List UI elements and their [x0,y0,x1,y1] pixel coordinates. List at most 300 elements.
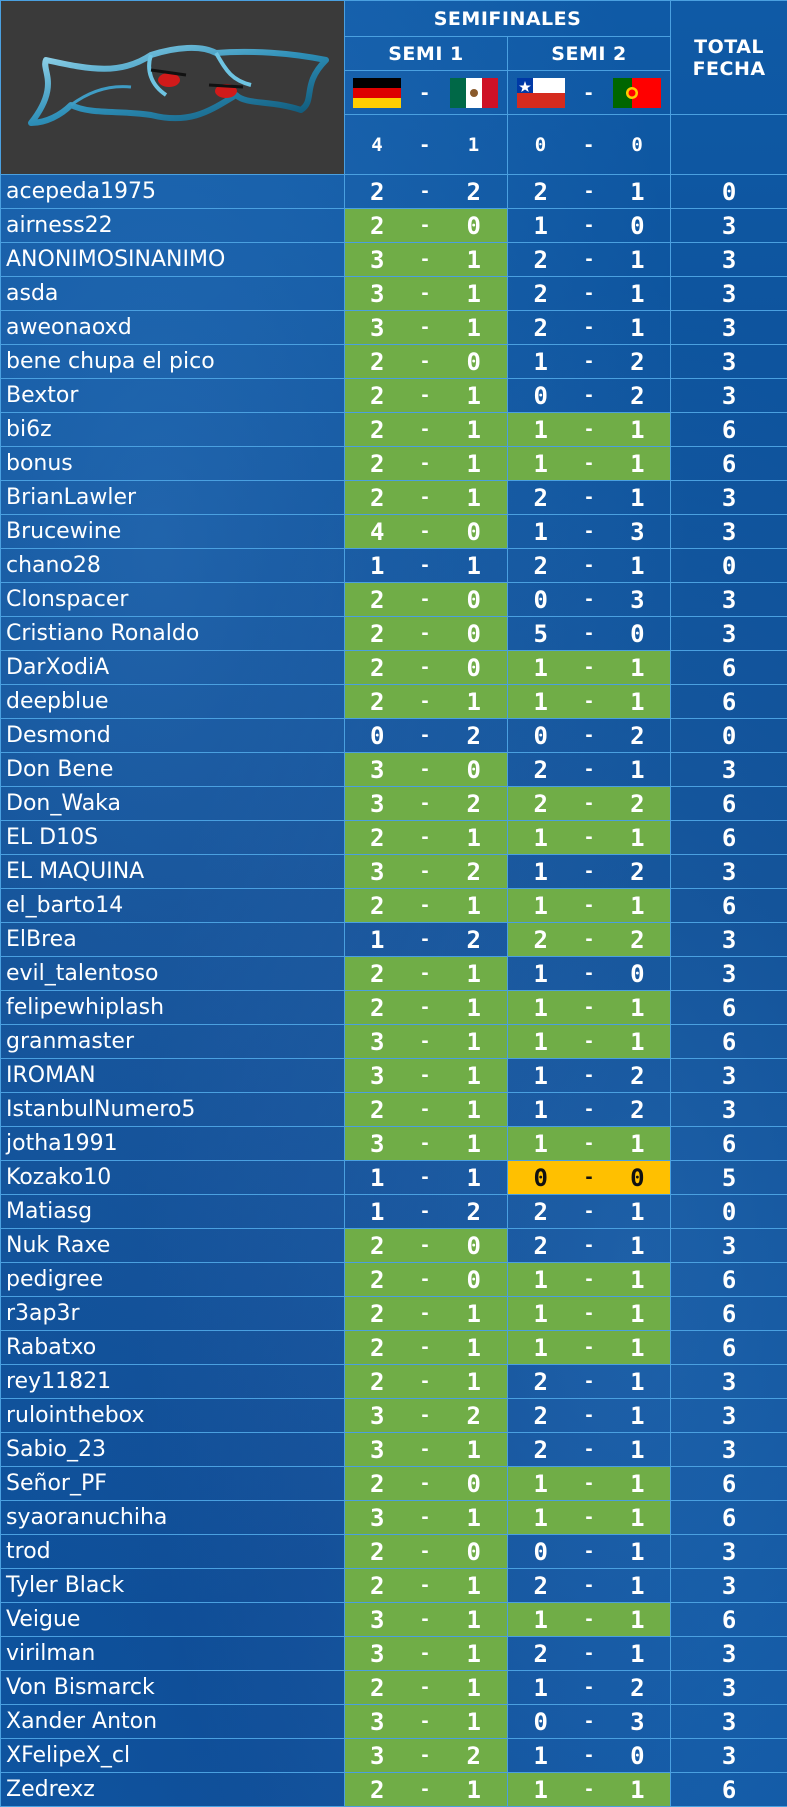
semi2-pred-home: 2 [508,175,574,209]
semi2-pred-home: 2 [508,1569,574,1603]
total-points: 6 [671,1127,787,1161]
table-row [1,855,787,889]
player-name: acepeda1975 [1,175,345,209]
semi1-pred-home: 2 [345,447,410,481]
semi2-pred-home: 1 [508,889,574,923]
semi1-pred-home: 2 [345,345,410,379]
table-row [1,651,787,685]
table-row [1,1399,787,1433]
semi1-pred-away: 2 [441,787,508,821]
player-name: virilman [1,1637,345,1671]
semi2-pred-away: 1 [605,1025,671,1059]
semi1-pred-away: 1 [441,1127,508,1161]
semi1-pred-home: 3 [345,1603,410,1637]
total-points: 3 [671,1637,787,1671]
semi2-pred-home: 1 [508,209,574,243]
semi2-score-dash: - [574,115,605,175]
total-points: 0 [671,549,787,583]
player-name: EL MAQUINA [1,855,345,889]
player-name: Xander Anton [1,1705,345,1739]
semi1-pred-home: 2 [345,1671,410,1705]
semi1-pred-home: 2 [345,1297,410,1331]
semi2-pred-away: 0 [605,1161,671,1195]
semi1-pred-home: 1 [345,923,410,957]
semi1-pred-home: 2 [345,685,410,719]
semi2-pred-dash: - [574,447,605,481]
table-row [1,1705,787,1739]
semi1-pred-dash: - [410,855,441,889]
total-points: 3 [671,1059,787,1093]
semi2-pred-dash: - [574,923,605,957]
semi2-pred-home: 1 [508,1671,574,1705]
semi1-pred-away: 1 [441,243,508,277]
player-name: airness22 [1,209,345,243]
semi1-pred-home: 2 [345,1535,410,1569]
semi2-pred-away: 2 [605,1093,671,1127]
semi1-pred-away: 0 [441,753,508,787]
total-points: 3 [671,1433,787,1467]
mexico-flag-cell [441,71,508,115]
semi1-pred-away: 1 [441,311,508,345]
semi1-pred-home: 3 [345,1127,410,1161]
semi2-pred-away: 1 [605,1467,671,1501]
semi1-pred-away: 0 [441,515,508,549]
player-name: Rabatxo [1,1331,345,1365]
table-row [1,1331,787,1365]
semi1-pred-dash: - [410,345,441,379]
player-name: deepblue [1,685,345,719]
semi2-pred-dash: - [574,243,605,277]
player-name: Bextor [1,379,345,413]
semi1-pred-away: 0 [441,1263,508,1297]
semi2-pred-home: 0 [508,1705,574,1739]
player-name: Don_Waka [1,787,345,821]
total-points: 6 [671,651,787,685]
table-row [1,1025,787,1059]
total-points: 6 [671,821,787,855]
semi2-pred-away: 3 [605,583,671,617]
player-name: trod [1,1535,345,1569]
semi2-pred-dash: - [574,277,605,311]
semi2-pred-dash: - [574,821,605,855]
table-row [1,1161,787,1195]
player-name: aweonaoxd [1,311,345,345]
semi1-pred-away: 0 [441,1535,508,1569]
semi2-pred-home: 1 [508,1773,574,1807]
total-points: 6 [671,1263,787,1297]
semi2-pred-dash: - [574,549,605,583]
semi1-pred-home: 2 [345,1773,410,1807]
semi1-pred-away: 1 [441,413,508,447]
semi2-pred-away: 1 [605,243,671,277]
semi1-pred-home: 3 [345,311,410,345]
semi2-pred-dash: - [574,345,605,379]
total-points: 3 [671,1739,787,1773]
semi2-pred-dash: - [574,1229,605,1263]
total-header-spacer [671,115,787,175]
semi2-pred-dash: - [574,1671,605,1705]
table-row [1,481,787,515]
semi1-pred-dash: - [410,1161,441,1195]
semi2-pred-away: 1 [605,1263,671,1297]
semi1-pred-dash: - [410,1331,441,1365]
player-name: Zedrexz [1,1773,345,1807]
semi1-pred-home: 2 [345,821,410,855]
semi1-score-dash: - [410,115,441,175]
semi1-pred-away: 1 [441,1093,508,1127]
total-points: 0 [671,719,787,753]
semi2-flag-dash: - [574,71,605,115]
semi2-pred-home: 1 [508,1467,574,1501]
semi1-pred-dash: - [410,1263,441,1297]
total-header-line2: FECHA [692,57,766,80]
player-name: bi6z [1,413,345,447]
semi2-away-score: 0 [605,115,671,175]
table-row [1,1671,787,1705]
semi1-pred-away: 0 [441,209,508,243]
semi2-pred-home: 2 [508,549,574,583]
semi2-pred-away: 2 [605,379,671,413]
semi2-pred-home: 0 [508,379,574,413]
table-row [1,991,787,1025]
semi1-pred-home: 2 [345,379,410,413]
table-row [1,719,787,753]
semi2-pred-away: 2 [605,719,671,753]
semi1-pred-home: 2 [345,209,410,243]
total-points: 6 [671,1501,787,1535]
player-name: ElBrea [1,923,345,957]
semi2-pred-dash: - [574,413,605,447]
semi1-pred-dash: - [410,515,441,549]
semi1-pred-home: 1 [345,1195,410,1229]
semi1-pred-away: 1 [441,1637,508,1671]
semi2-pred-home: 2 [508,1365,574,1399]
player-name: granmaster [1,1025,345,1059]
semi1-pred-home: 2 [345,1365,410,1399]
total-points: 6 [671,685,787,719]
total-points: 3 [671,345,787,379]
total-points: 0 [671,1195,787,1229]
semi1-pred-dash: - [410,1093,441,1127]
semi2-pred-dash: - [574,175,605,209]
semi1-pred-dash: - [410,1059,441,1093]
total-points: 3 [671,243,787,277]
semi2-pred-away: 2 [605,855,671,889]
semi1-pred-dash: - [410,1671,441,1705]
semi1-pred-dash: - [410,447,441,481]
semi2-pred-away: 1 [605,651,671,685]
table-row [1,957,787,991]
rows-body [1,175,787,1807]
player-name: jotha1991 [1,1127,345,1161]
semi1-pred-away: 1 [441,889,508,923]
player-name: Sabio_23 [1,1433,345,1467]
total-points: 6 [671,1331,787,1365]
semi2-pred-away: 1 [605,447,671,481]
semi2-pred-away: 0 [605,1739,671,1773]
total-points: 3 [671,209,787,243]
player-name: Kozako10 [1,1161,345,1195]
total-points: 3 [671,583,787,617]
player-name: Cristiano Ronaldo [1,617,345,651]
semi1-pred-dash: - [410,379,441,413]
table-row [1,243,787,277]
semi2-pred-away: 1 [605,1535,671,1569]
semi1-pred-dash: - [410,1195,441,1229]
semi1-pred-home: 2 [345,1093,410,1127]
team-logo-icon [1,15,345,155]
table-row [1,1297,787,1331]
semi1-pred-dash: - [410,277,441,311]
total-points: 3 [671,1093,787,1127]
semi2-pred-dash: - [574,855,605,889]
semi1-pred-dash: - [410,991,441,1025]
semi2-pred-home: 1 [508,1603,574,1637]
semi2-pred-dash: - [574,1739,605,1773]
portugal-flag-icon [613,78,661,108]
portugal-flag-cell [605,71,671,115]
semi2-pred-dash: - [574,311,605,345]
semi1-pred-home: 1 [345,1161,410,1195]
semi1-pred-home: 3 [345,1399,410,1433]
total-points: 3 [671,1535,787,1569]
semi2-pred-dash: - [574,1773,605,1807]
player-name: Veigue [1,1603,345,1637]
semi1-pred-home: 3 [345,1501,410,1535]
semi2-pred-home: 2 [508,243,574,277]
total-points: 3 [671,1365,787,1399]
total-points: 0 [671,175,787,209]
semi2-pred-away: 1 [605,753,671,787]
semi2-pred-home: 1 [508,1739,574,1773]
stage-title: SEMIFINALES [345,1,671,37]
semi1-pred-away: 1 [441,1569,508,1603]
table-row [1,923,787,957]
semi1-pred-home: 2 [345,481,410,515]
semi2-pred-dash: - [574,1093,605,1127]
semi2-pred-home: 2 [508,481,574,515]
semi2-pred-home: 2 [508,1229,574,1263]
semi2-pred-dash: - [574,1467,605,1501]
semi1-pred-dash: - [410,583,441,617]
semi2-pred-home: 1 [508,685,574,719]
semi2-pred-away: 3 [605,515,671,549]
semi1-pred-home: 3 [345,1433,410,1467]
semi2-pred-away: 1 [605,1195,671,1229]
semi1-pred-dash: - [410,1739,441,1773]
semi1-pred-away: 2 [441,923,508,957]
semi2-pred-away: 2 [605,787,671,821]
semi2-pred-dash: - [574,1297,605,1331]
table-row [1,549,787,583]
total-points: 3 [671,515,787,549]
semi2-pred-away: 1 [605,1229,671,1263]
semi1-pred-dash: - [410,651,441,685]
mexico-flag-icon [450,78,498,108]
semi1-pred-dash: - [410,1569,441,1603]
total-points: 3 [671,481,787,515]
total-points: 6 [671,889,787,923]
table-row [1,1467,787,1501]
semi2-pred-dash: - [574,1535,605,1569]
semi2-pred-home: 2 [508,311,574,345]
total-points: 3 [671,753,787,787]
player-name: syaoranuchiha [1,1501,345,1535]
semi1-pred-home: 4 [345,515,410,549]
player-name: XFelipeX_cl [1,1739,345,1773]
semi2-pred-home: 1 [508,651,574,685]
semi2-pred-dash: - [574,1161,605,1195]
semi1-pred-away: 2 [441,1739,508,1773]
semi2-pred-dash: - [574,1331,605,1365]
semi1-flag-dash: - [410,71,441,115]
semi2-pred-away: 1 [605,277,671,311]
chile-flag-cell [508,71,574,115]
semi2-pred-home: 1 [508,957,574,991]
semi2-pred-dash: - [574,685,605,719]
player-name: EL D10S [1,821,345,855]
semi1-pred-home: 2 [345,413,410,447]
semi1-pred-home: 3 [345,1705,410,1739]
semi2-pred-home: 0 [508,583,574,617]
semi1-pred-dash: - [410,1637,441,1671]
table-row [1,1433,787,1467]
semi2-pred-home: 1 [508,1501,574,1535]
semi1-pred-dash: - [410,481,441,515]
semi2-home-score: 0 [508,115,574,175]
semi1-pred-dash: - [410,1773,441,1807]
semi1-pred-dash: - [410,243,441,277]
semi1-pred-home: 2 [345,889,410,923]
semi1-pred-dash: - [410,311,441,345]
player-name: rulointhebox [1,1399,345,1433]
semi1-pred-dash: - [410,1025,441,1059]
table-row [1,515,787,549]
germany-flag-icon [353,78,401,108]
semi2-pred-dash: - [574,1637,605,1671]
semi1-pred-dash: - [410,719,441,753]
semi1-pred-dash: - [410,549,441,583]
table-row [1,753,787,787]
semi2-pred-dash: - [574,1059,605,1093]
semi2-pred-dash: - [574,1501,605,1535]
semi2-pred-home: 1 [508,1331,574,1365]
semi2-pred-dash: - [574,787,605,821]
semi2-pred-away: 1 [605,1399,671,1433]
table-row [1,583,787,617]
total-points: 6 [671,1603,787,1637]
chile-flag-icon [517,78,565,108]
semi2-pred-away: 1 [605,1501,671,1535]
semi1-pred-home: 3 [345,1025,410,1059]
semi1-pred-home: 2 [345,991,410,1025]
total-points: 3 [671,1705,787,1739]
semi2-pred-home: 0 [508,719,574,753]
total-points: 3 [671,1569,787,1603]
semi1-pred-home: 2 [345,1229,410,1263]
semi1-pred-dash: - [410,787,441,821]
semi2-pred-dash: - [574,991,605,1025]
semi1-pred-away: 1 [441,1059,508,1093]
semi1-pred-away: 1 [441,1025,508,1059]
semi2-pred-dash: - [574,583,605,617]
table-row [1,1773,787,1807]
player-name: Clonspacer [1,583,345,617]
table-row [1,1739,787,1773]
semi2-pred-away: 1 [605,1331,671,1365]
total-points: 6 [671,1025,787,1059]
semi1-pred-dash: - [410,1501,441,1535]
player-name: chano28 [1,549,345,583]
total-points: 3 [671,855,787,889]
semi1-pred-dash: - [410,1399,441,1433]
semi2-pred-away: 1 [605,1569,671,1603]
semi1-pred-dash: - [410,1229,441,1263]
player-name: bene chupa el pico [1,345,345,379]
semi2-pred-home: 1 [508,1025,574,1059]
semi2-pred-home: 1 [508,413,574,447]
semi2-pred-dash: - [574,1603,605,1637]
semi2-pred-away: 1 [605,1365,671,1399]
total-points: 3 [671,957,787,991]
player-name: Brucewine [1,515,345,549]
semi1-pred-home: 2 [345,1263,410,1297]
table-row [1,1603,787,1637]
player-name: Desmond [1,719,345,753]
semi2-pred-away: 0 [605,209,671,243]
semi1-pred-home: 2 [345,583,410,617]
total-points: 3 [671,311,787,345]
semi2-pred-away: 1 [605,549,671,583]
semi2-pred-away: 1 [605,175,671,209]
semi2-pred-away: 1 [605,311,671,345]
total-points: 3 [671,379,787,413]
total-points: 6 [671,1773,787,1807]
semi1-pred-home: 3 [345,1739,410,1773]
semi2-pred-away: 2 [605,1059,671,1093]
semi2-pred-home: 2 [508,923,574,957]
semi1-pred-home: 0 [345,719,410,753]
semi1-pred-away: 0 [441,617,508,651]
semi1-pred-dash: - [410,209,441,243]
semi2-pred-away: 1 [605,889,671,923]
semi2-pred-away: 1 [605,1297,671,1331]
semi1-pred-dash: - [410,1467,441,1501]
player-name: bonus [1,447,345,481]
table-row [1,1501,787,1535]
semi1-pred-home: 3 [345,753,410,787]
total-header-line1: TOTAL [694,35,765,58]
semi1-pred-away: 1 [441,1365,508,1399]
semi2-pred-dash: - [574,1569,605,1603]
semi1-pred-away: 1 [441,991,508,1025]
semi2-pred-dash: - [574,753,605,787]
semi1-pred-home: 2 [345,651,410,685]
semi2-header: SEMI 2 [508,37,671,71]
semi2-pred-dash: - [574,1127,605,1161]
semi1-pred-dash: - [410,1603,441,1637]
table-row [1,889,787,923]
semi1-pred-dash: - [410,413,441,447]
total-points: 6 [671,413,787,447]
semi2-pred-home: 2 [508,787,574,821]
semi1-pred-home: 3 [345,855,410,889]
semi2-pred-away: 1 [605,1603,671,1637]
semi1-pred-dash: - [410,1127,441,1161]
player-name: el_barto14 [1,889,345,923]
player-name: r3ap3r [1,1297,345,1331]
semi1-pred-home: 3 [345,787,410,821]
